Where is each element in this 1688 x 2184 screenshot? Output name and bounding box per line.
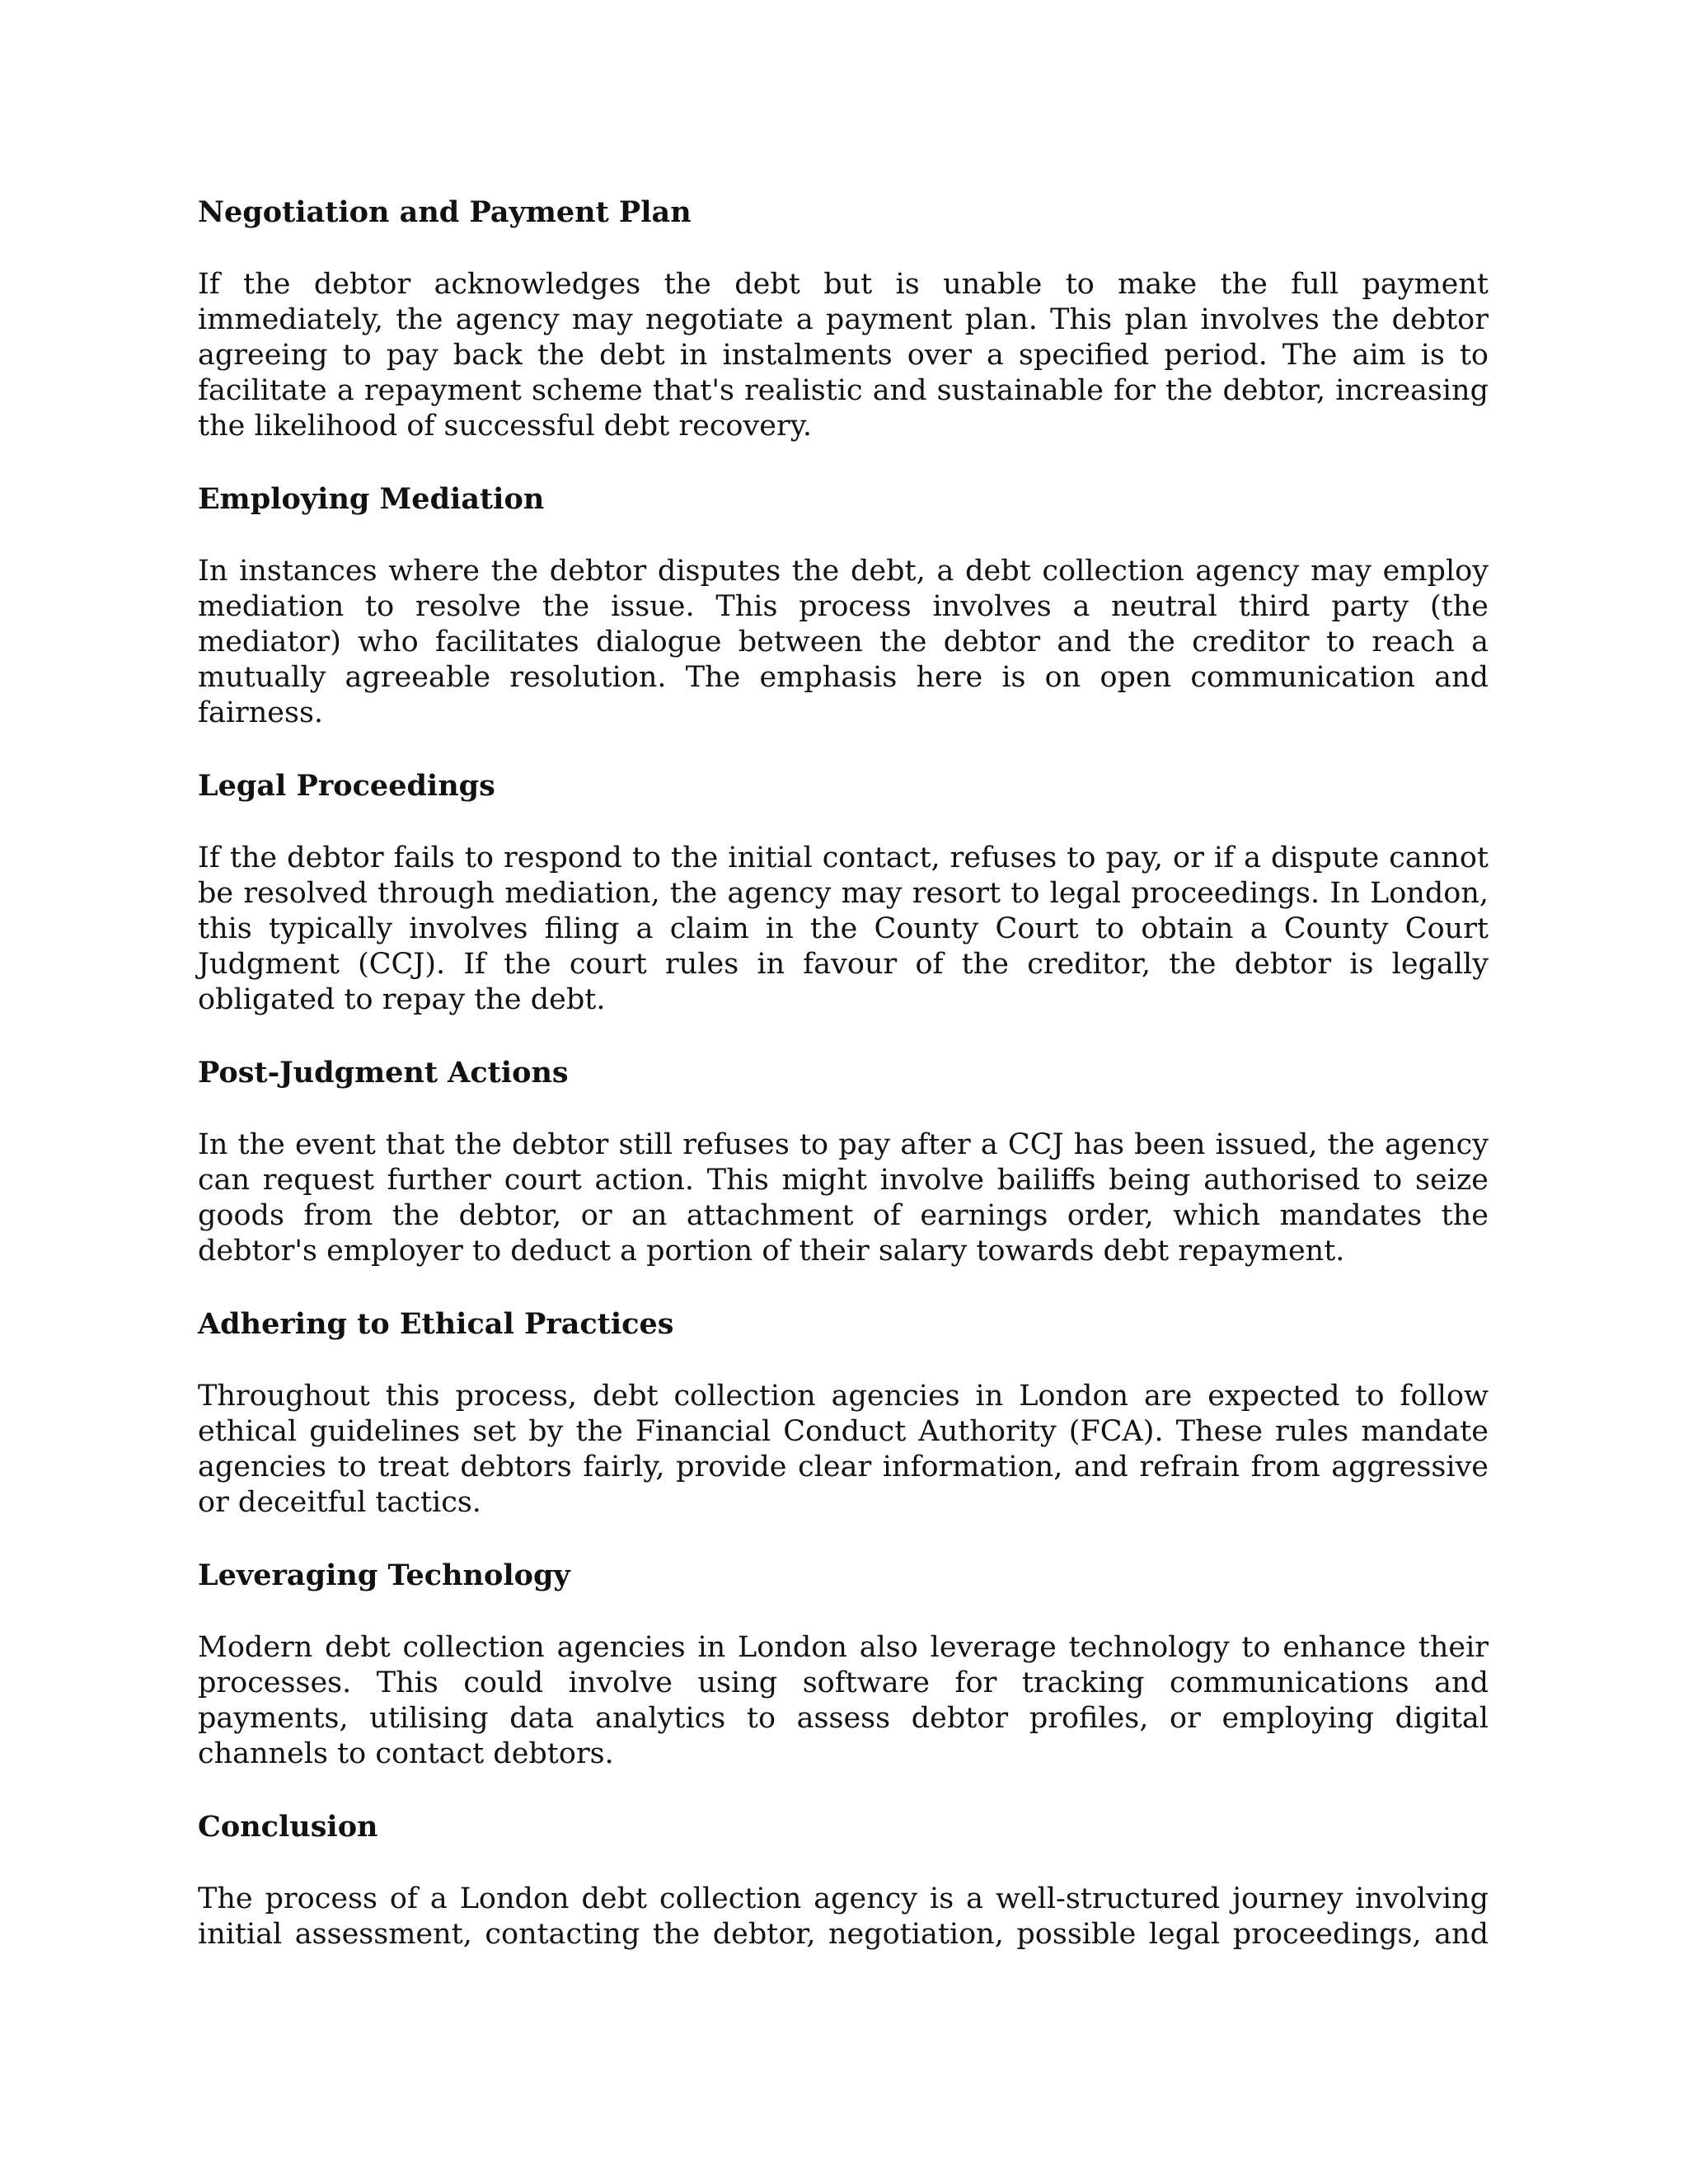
section-paragraph: If the debtor fails to respond to the initial contact, refuses to pay, or if a dispute cannot be resolved through mediation, the agency may resort to legal proceedings. In London, this typically involves filing a claim in the County Court to obtain a County Court Judgment (CCJ). If the court rules in favour of the creditor, the debtor is legally obligated to repay the debt. [198,841,1489,1016]
section-heading: Negotiation and Payment Plan [198,195,692,229]
section-technology [198,1558,1489,1772]
section-conclusion [198,1809,1489,1952]
section-negotiation [198,194,1489,444]
section-paragraph: Throughout this process, debt collection agencies in London are expected to follow ethical guidelines set by the Financial Conduct Authority (FCA). These rules mandate agencies to treat debtors fairly, provide clear information, and refrain from aggressive or deceitful tactics. [198,1380,1489,1519]
section-paragraph: In the event that the debtor still refuses to pay after a CCJ has been issued, the agency can request further court action. This might involve bailiffs being authorised to seize goods from the debtor, or an attachment of earnings order, which mandates the debtor's employer to deduct a portion of their salary towards debt repayment. [198,1128,1489,1268]
section-heading: Leveraging Technology [198,1558,570,1592]
section-paragraph: If the debtor acknowledges the debt but is unable to make the full payment immediately, the agency may negotiate a payment plan. This plan involves the debtor agreeing to pay back the debt in instalments over a specified period. The aim is to facilitate a repayment scheme that's realistic and sustainable for the debtor, increasing the likelihood of successful debt recovery. [198,268,1489,443]
section-paragraph: Modern debt collection agencies in London also leverage technology to enhance their processes. This could involve using software for tracking communications and payments, utilising data analytics to assess debtor profiles, or employing digital channels to contact debtors. [198,1631,1489,1770]
document-content [198,194,1489,1952]
section-ethical-practices [198,1306,1489,1521]
section-heading: Adhering to Ethical Practices [198,1307,674,1341]
section-heading: Employing Mediation [198,482,545,516]
section-heading: Conclusion [198,1810,378,1844]
section-paragraph: The process of a London debt collection agency is a well-structured journey involving initial assessment, contacting the debtor, negotiation, possible legal proceedings, and [198,1882,1489,1951]
section-paragraph: In instances where the debtor disputes the debt, a debt collection agency may employ mediation to resolve the issue. This process involves a neutral third party (the mediator) who facilitates dialogue between the debtor and the creditor to reach a mutually agreeable resolution. The emphasis here is on open communication and fairness. [198,555,1489,729]
section-legal-proceedings [198,768,1489,1018]
section-heading: Post-Judgment Actions [198,1056,569,1090]
section-heading: Legal Proceedings [198,769,495,803]
section-post-judgment [198,1055,1489,1269]
section-mediation [198,481,1489,731]
